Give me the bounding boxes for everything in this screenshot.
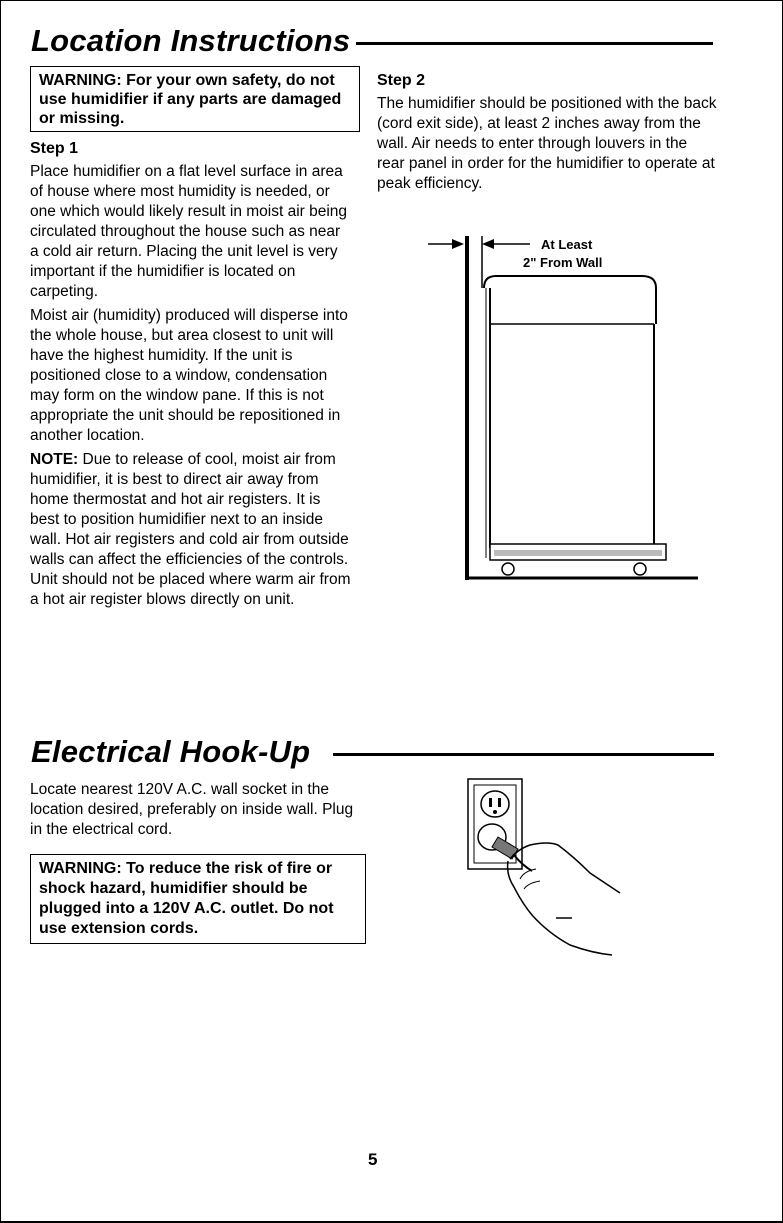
arrow-to-unit-icon <box>482 239 494 249</box>
electrical-section-title: Electrical Hook-Up <box>31 734 311 769</box>
caster-wheel-left <box>502 563 514 575</box>
electrical-warning-box: WARNING: To reduce the risk of fire or shock hazard, humidifier should be plugged into a 120V A.C. outlet. Do not use extension cords. <box>30 854 366 944</box>
electrical-paragraph: Locate nearest 120V A.C. wall socket in the location desired, preferably on inside wall. Plug in the electrical cord. <box>30 781 354 838</box>
diagram-label-line1: At Least <box>541 237 593 252</box>
step1-note <box>30 450 352 610</box>
step1-paragraph-1: Place humidifier on a flat level surface in area of house where most humidity is needed, or one which would likely result in moist air being circulated throughout the house such as near a cold air return. Placing the unit level is very important if the humidifier is located on carpeting. <box>30 163 348 300</box>
wall-line <box>465 236 469 580</box>
step2-heading: Step 2 <box>377 72 426 89</box>
humidifier-clearance-diagram <box>420 228 710 588</box>
location-section-title: Location Instructions <box>31 23 351 58</box>
step1-paragraph-2: Moist air (humidity) produced will disperse into the whole house, but area closest to unit will have the highest humidity. If the unit is positioned close to a window, condensation may form on the window pane. If this is not appropriate the unit should be repositioned in another location. <box>30 307 348 444</box>
caster-wheel-right <box>634 563 646 575</box>
page-number: 5 <box>368 1150 378 1169</box>
arrow-to-wall-icon <box>452 239 464 249</box>
step2-paragraph: The humidifier should be positioned with the back (cord exit side), at least 2 inches away from the wall. Air needs to enter through louvers in the rear panel in order for the humidifier to operate at peak efficiency. <box>377 95 717 192</box>
humidifier-top-outline <box>484 276 656 324</box>
note-text: Due to release of cool, moist air from humidifier, it is best to direct air away from home thermostat and hot air registers. It is best to position humidifier next to an inside wall. Hot air registers and cold air from outside walls can affect the efficiencies of the controls. Unit should not be placed where warm air from a hot air register blows directly on unit. <box>30 451 351 608</box>
location-title-rule <box>356 42 713 45</box>
electrical-title-rule <box>333 753 714 756</box>
note-label: NOTE: <box>30 451 79 468</box>
diagram-label-line2: 2" From Wall <box>523 255 603 270</box>
step1-heading: Step 1 <box>30 140 79 157</box>
location-warning-box: WARNING: For your own safety, do not use humidifier if any parts are damaged or missing. <box>30 66 360 132</box>
outlet-plug-illustration <box>462 775 632 965</box>
